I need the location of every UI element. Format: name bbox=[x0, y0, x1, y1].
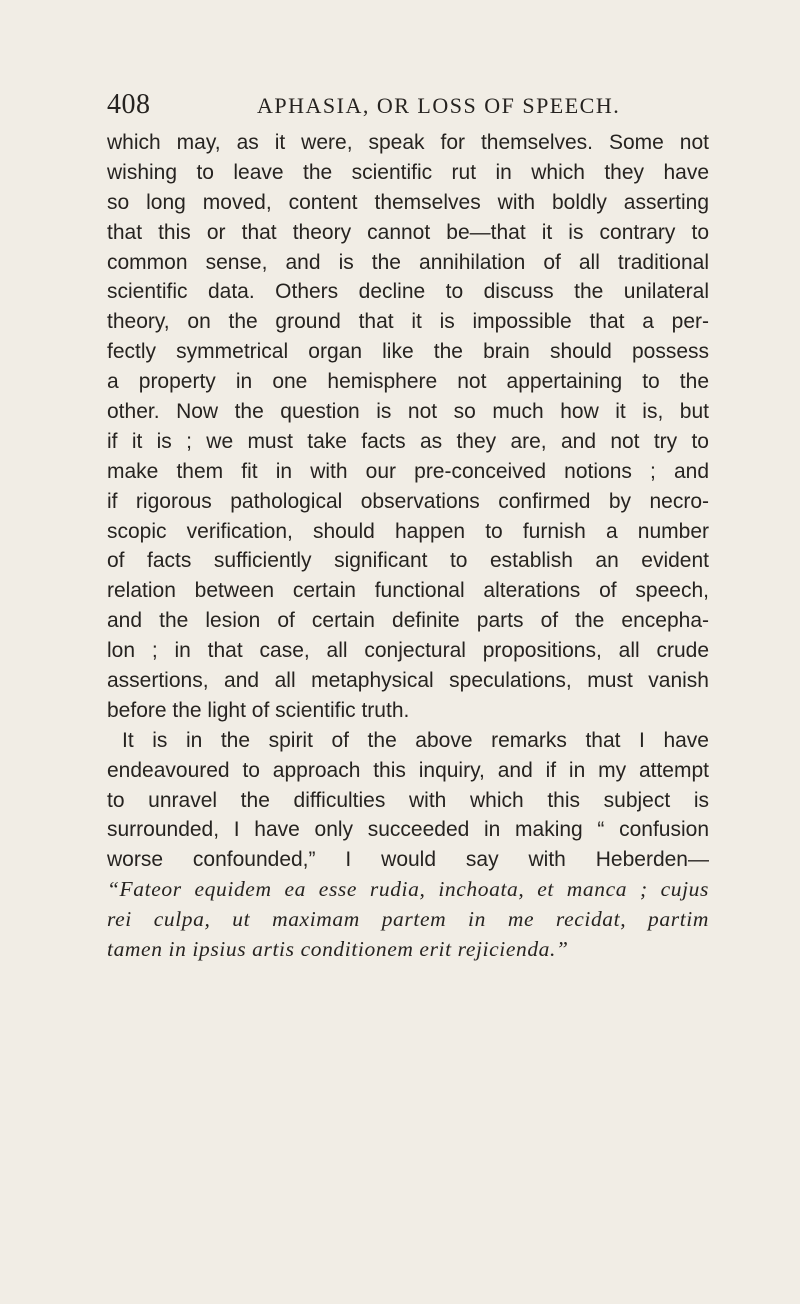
text-line: theory, on the ground that it is impossible that a per- bbox=[107, 310, 709, 334]
page-number: 408 bbox=[107, 89, 151, 120]
text-line: fectly symmetrical organ like the brain should possess bbox=[107, 340, 709, 364]
latin-quotation bbox=[107, 875, 709, 965]
text-line: relation between certain functional alterations of speech, bbox=[107, 579, 709, 603]
text-line: so long moved, content themselves with boldly asserting bbox=[107, 190, 709, 214]
text-line: to unravel the difficulties with which this subject is bbox=[107, 788, 709, 812]
running-title: APHASIA, OR LOSS OF SPEECH. bbox=[257, 93, 621, 118]
text-line: It is in the spirit of the above remarks that I have bbox=[122, 728, 709, 752]
text-line: that this or that theory cannot be—that it is contrary to bbox=[107, 220, 709, 244]
running-head bbox=[107, 88, 717, 124]
text-line: other. Now the question is not so much how it is, but bbox=[107, 400, 709, 424]
text-line: common sense, and is the annihilation of all traditional bbox=[107, 250, 709, 274]
text-line: surrounded, I have only succeeded in making “ confusion bbox=[107, 818, 709, 842]
text-line: make them fit in with our pre-conceived notions ; and bbox=[107, 459, 709, 483]
text-line: before the light of scientific truth. bbox=[107, 698, 410, 722]
text-line: of facts sufficiently significant to establish an evident bbox=[107, 549, 709, 573]
text-line: a property in one hemisphere not appertaining to the bbox=[107, 370, 709, 394]
text-line: scientific data. Others decline to discuss the unilateral bbox=[107, 280, 709, 304]
text-line: which may, as it were, speak for themselves. Some not bbox=[107, 131, 709, 154]
paragraph-2 bbox=[107, 726, 709, 965]
text-line: lon ; in that case, all conjectural propositions, all crude bbox=[107, 639, 709, 663]
text-line: scopic verification, should happen to furnish a number bbox=[107, 519, 709, 543]
text-line: endeavoured to approach this inquiry, and if in my attempt bbox=[107, 758, 709, 782]
body-text bbox=[107, 128, 709, 965]
text-line: and the lesion of certain definite parts of the encepha- bbox=[107, 609, 709, 633]
text-line: assertions, and all metaphysical speculations, must vanish bbox=[107, 669, 709, 693]
quote-line: rei culpa, ut maximam partem in me recidat, partim bbox=[107, 907, 709, 932]
paragraph-1 bbox=[107, 128, 709, 726]
quote-line: tamen in ipsius artis conditionem erit rejicienda.” bbox=[107, 937, 569, 962]
quote-line: “Fateor equidem ea esse rudia, inchoata, et manca ; cujus bbox=[107, 877, 709, 902]
text-line: worse confounded,” I would say with Heberden— bbox=[107, 848, 709, 872]
text-line: if it is ; we must take facts as they are, and not try to bbox=[107, 429, 709, 453]
text-line: wishing to leave the scientific rut in which they have bbox=[107, 160, 709, 184]
text-line: if rigorous pathological observations confirmed by necro- bbox=[107, 489, 709, 513]
